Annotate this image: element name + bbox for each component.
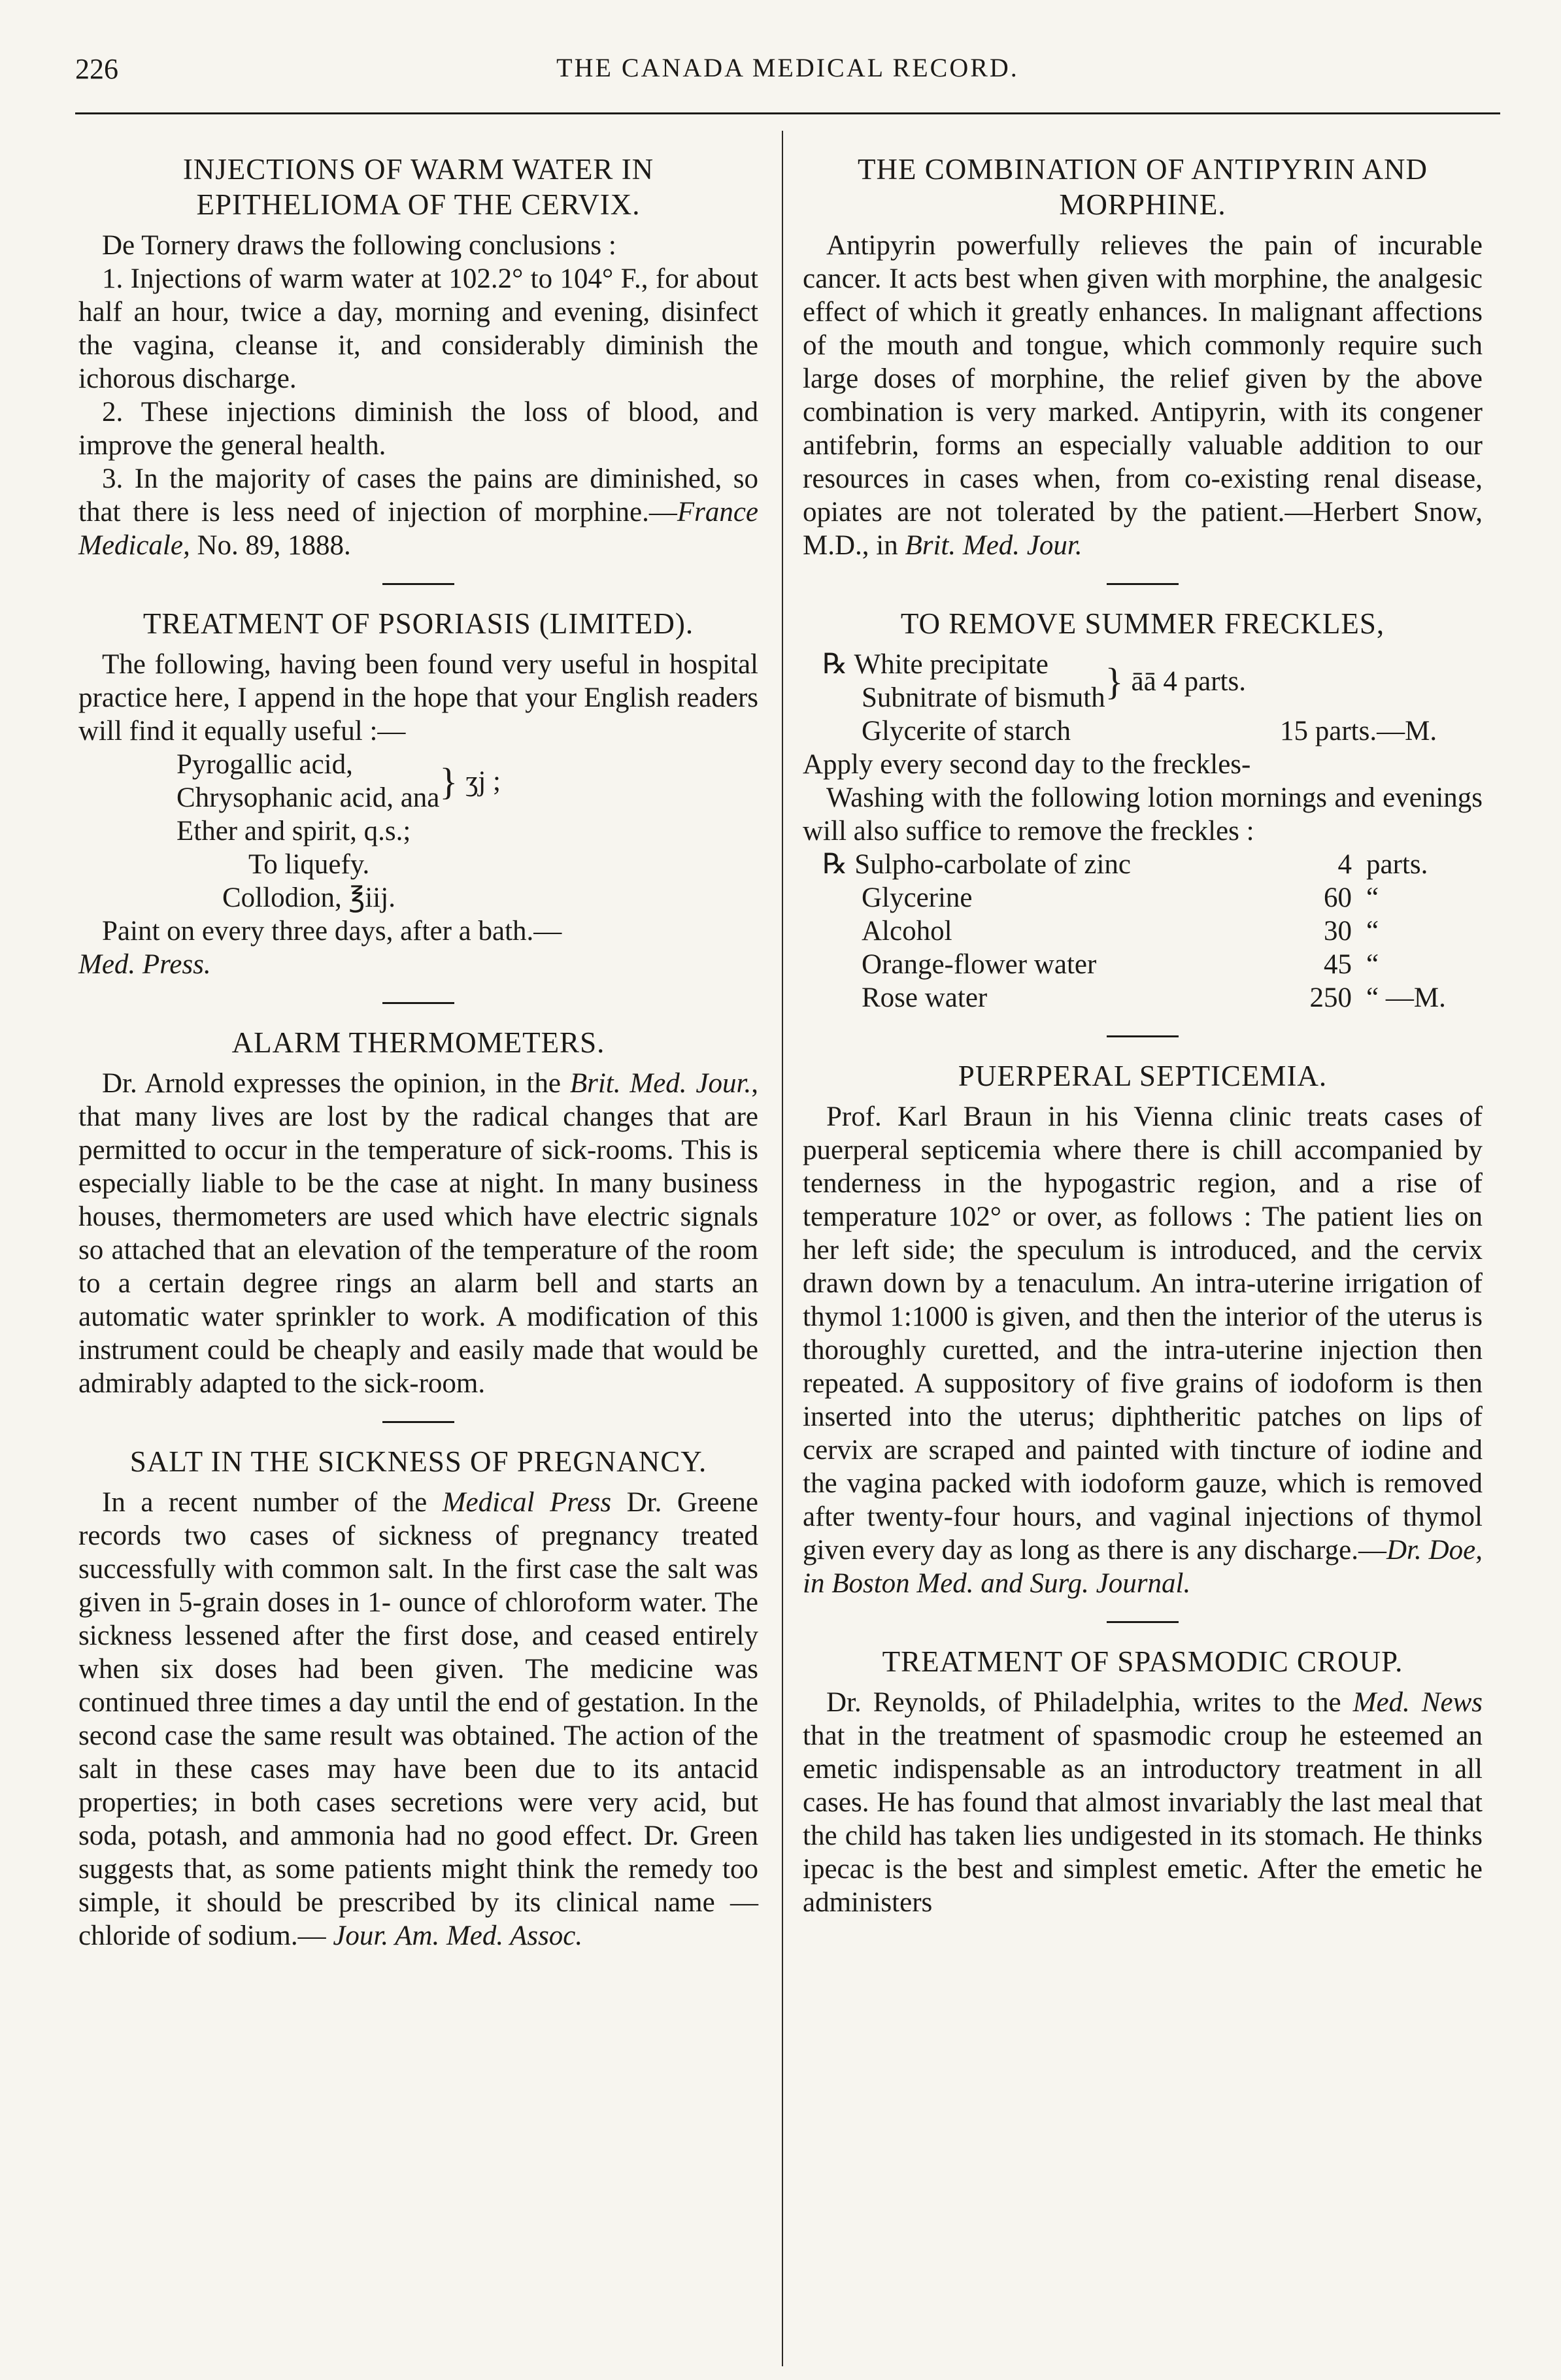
paragraph	[78, 914, 758, 981]
section-separator	[382, 1002, 454, 1004]
lotion-row	[822, 881, 1446, 914]
text: Dr. Greene records two cases of sickness of pregnancy treated successfully with common salt. In the first case the salt was given in 5-grain doses in 1- ounce of chloroform water. The sickness lessened after the first dose, and ceased entirely when six doses had been given. The medicine was continued three times a day until the end of gestation. In the second case the same result was obtained. The action of the salt in these cases may have been due to its antacid properties; in both cases secretions were very acid, but soda, potash, and ammonia had no good effect. Dr. Green suggests that, as some patients might think the remedy too simple, it should be prescribed by its clinical name —chloride of sodium.—	[78, 1487, 758, 1951]
right-column	[803, 152, 1483, 1919]
rx-line: Collodion, ℥iij.	[222, 882, 395, 913]
lotion-row	[822, 914, 1446, 948]
lotion-ingredient: Orange-flower water	[862, 949, 1097, 980]
paragraph	[78, 1067, 758, 1400]
rx-line: Pyrogallic acid,	[176, 749, 353, 780]
paragraph	[803, 229, 1483, 562]
lotion-unit: “	[1366, 882, 1379, 913]
rx-line: Subnitrate of bismuth	[862, 682, 1105, 713]
lotion-quantity: 60	[1324, 882, 1352, 913]
page-header	[75, 52, 1500, 92]
section-separator	[1107, 1621, 1179, 1623]
rx-brace: } āā 4 parts.	[1105, 660, 1246, 703]
rx-dose: āā 4 parts.	[1131, 665, 1246, 697]
rx-line: Ether and spirit, q.s.;	[176, 816, 411, 846]
article-title-salt: SALT IN THE SICKNESS OF PREGNANCY.	[129, 1445, 707, 1478]
article-title-freckles: TO REMOVE SUMMER FRECKLES,	[900, 607, 1385, 640]
source-citation: Medical Press	[442, 1487, 612, 1518]
lotion-ingredient: Alcohol	[862, 916, 952, 947]
page-number: 226	[75, 53, 118, 85]
text: Dr. Arnold expresses the opinion, in the	[102, 1068, 570, 1099]
section-separator	[1107, 583, 1179, 585]
lotion-table	[822, 848, 1446, 1014]
text: Dr. Reynolds, of Philadelphia, writes to the	[826, 1687, 1353, 1718]
lotion-ingredient: Rose water	[862, 982, 988, 1013]
prescription-table	[822, 648, 1246, 714]
source-citation: Med. News	[1352, 1687, 1483, 1718]
paragraph	[78, 1486, 758, 1953]
lotion-unit: “ —M.	[1366, 982, 1446, 1013]
source-citation: Med. Press.	[78, 949, 211, 980]
paragraph	[78, 462, 758, 562]
section-separator	[382, 583, 454, 585]
prescription	[176, 748, 758, 914]
lotion-quantity: 30	[1324, 916, 1352, 947]
lotion-unit: parts.	[1366, 849, 1428, 880]
text: Prof. Karl Braun in his Vienna clinic treats cases of puerperal septicemia where there is chill accompanied by tenderness in the hypogastric region, and a rise of temperature 102° or over, as follows : The patient lies on her left side; the speculum is introduced, and the cervix drawn down by a tenaculum. An intra-uterine irrigation of thymol 1:1000 is given, and then the interior of the uterus is thoroughly curetted, and the intra-uterine injection then repeated. A suppository of five grains of iodoform is then inserted into the uterus; diphtheritic patches on lips of cervix are scraped and painted with tincture of iodine and the vagina packed with iodoform gauze, which is removed after twenty-four hours, and vaginal injections of thymol given every day as long as there is any discharge.—	[803, 1101, 1483, 1566]
article-title-croup: TREATMENT OF SPASMODIC CROUP.	[882, 1645, 1403, 1678]
paragraph: 1. Injections of warm water at 102.2° to 104° F., for about half an hour, twice a day, morning and evening, disinfect the vagina, cleanse it, and considerably diminish the ichorous discharge.	[78, 263, 758, 394]
rx-line: To liquefy.	[248, 849, 370, 880]
paragraph: Washing with the following lotion mornings and evenings will also suffice to remove the freckles :	[803, 782, 1483, 846]
rx-dose: 15 parts.—M.	[1280, 716, 1437, 746]
paragraph	[803, 1100, 1483, 1600]
lotion-ingredient: Glycerine	[862, 882, 973, 913]
prescription	[822, 648, 1483, 748]
paragraph: Apply every second day to the freckles-	[803, 749, 1251, 780]
text: Paint on every three days, after a bath.—	[102, 916, 562, 947]
rx-line: ℞ White precipitate	[822, 649, 1049, 680]
rx-line: Chrysophanic acid, ana	[176, 782, 440, 813]
source-citation: France Medicale,	[78, 497, 758, 561]
lotion-quantity: 45	[1324, 949, 1352, 980]
article-title-alarm: ALARM THERMOMETERS.	[231, 1026, 605, 1059]
prescription-table	[176, 748, 501, 814]
paragraph: De Tornery draws the following conclusions :	[102, 230, 616, 261]
rx-dose: ʒj ;	[465, 765, 501, 797]
column-divider	[782, 131, 783, 2366]
rx-brace: } ʒj ;	[439, 760, 501, 803]
left-column	[78, 152, 758, 1953]
section-separator	[1107, 1035, 1179, 1037]
lotion-row	[822, 848, 1446, 881]
section-separator	[382, 1421, 454, 1423]
text: that in the treatment of spasmodic croup he esteemed an emetic indispensable as an introductory treatment in all cases. He has found that almost invariably the last meal that the child has taken lies undigested in its stomach. He thinks ipecac is the best and simplest emetic. After the emetic he administers	[803, 1720, 1483, 1918]
lotion-row	[822, 948, 1446, 981]
article-title-antipyrin: THE COMBINATION OF ANTIPYRIN AND MORPHINE.	[857, 153, 1428, 221]
rx-ingredient: Glycerite of starch	[862, 716, 1071, 746]
source-citation: Brit. Med. Jour.	[569, 1068, 752, 1099]
lotion-quantity: 4	[1337, 849, 1352, 880]
article-title-puerperal: PUERPERAL SEPTICEMIA.	[958, 1060, 1328, 1092]
paragraph: The following, having been found very useful in hospital practice here, I append in the hope that your English readers will find it equally useful :—	[78, 649, 758, 746]
header-rule	[75, 112, 1500, 114]
text: No. 89, 1888.	[190, 530, 351, 561]
source-citation: Brit. Med. Jour.	[905, 530, 1083, 561]
source-citation: Dr. Doe, in Boston Med. and Surg. Journal.	[803, 1535, 1483, 1599]
text: In a recent number of the	[102, 1487, 443, 1518]
text: 3. In the majority of cases the pains are diminished, so that there is less need of injection of morphine.—	[78, 463, 758, 528]
lotion-unit: “	[1366, 916, 1379, 947]
paragraph: 2. These injections diminish the loss of blood, and improve the general health.	[78, 397, 758, 461]
article-title-injections: INJECTIONS OF WARM WATER IN EPITHELIOMA OF THE CERVIX.	[182, 153, 654, 221]
text: Antipyrin powerfully relieves the pain of incurable cancer. It acts best when given with morphine, the analgesic effect of which it greatly enhances. In malignant affections of the mouth and tongue, which commonly require such large doses of morphine, the relief given by the above combination is very marked. Antipyrin, with its congener antifebrin, forms an especially valuable addition to our resources in cases when, from co-existing renal disease, opiates are not tolerated by the patient.—Herbert Snow, M.D., in	[803, 230, 1483, 561]
lotion-ingredient: ℞ Sulpho-carbolate of zinc	[822, 849, 1131, 880]
lotion-row	[822, 981, 1446, 1014]
lotion-quantity: 250	[1309, 982, 1352, 1013]
journal-title: THE CANADA MEDICAL RECORD.	[556, 53, 1019, 82]
text: , that many lives are lost by the radical changes that are permitted to occur in the temperature of sick-rooms. This is especially liable to be the case at night. In many business houses, thermometers are used which have electric signals so attached that an elevation of the temperature of the room to a certain degree rings an alarm bell and starts an automatic water sprinkler to work. A modification of this instrument could be cheaply and easily made that would be admirably adapted to the sick-room.	[78, 1068, 758, 1399]
paragraph	[803, 1686, 1483, 1919]
article-title-psoriasis: TREATMENT OF PSORIASIS (LIMITED).	[143, 607, 694, 640]
lotion-unit: “	[1366, 949, 1379, 980]
source-citation: Jour. Am. Med. Assoc.	[333, 1920, 583, 1951]
rx-line	[862, 714, 1483, 748]
